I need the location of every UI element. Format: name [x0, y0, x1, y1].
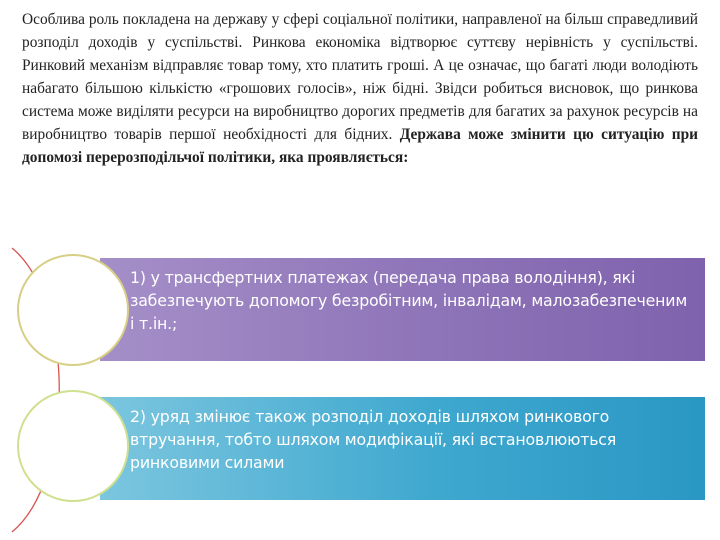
intro-text: Особлива роль покладена на державу у сфері соціальної політики, направленої на більш справедливий розподіл доходів у суспільстві. Ринкова економіка відтворює суттєву нерівність у суспільстві. Ринковий механізм відправляє товар тому, хто платить гроші. А це означає, що багаті люди володіють набагато більшою кількістю «грошових голосів», ніж бідні. Звідси робиться висновок, що ринкова система може виділяти ресурси на виробництво дорогих предметів для багатих за рахунок ресурсів на виробництво товарів першої необхідності для бідних. [22, 11, 698, 143]
list-item-2-text: 2) уряд змінює також розподіл доходів шляхом ринкового втручання, тобто шляхом модифікації, які встановлюються ринковими силами [130, 407, 617, 472]
intro-bold-text: Держава може змінити цю ситуацію при допомозі перерозподільчої політики, яка проявляється: [22, 126, 698, 166]
list-item-2-circle [17, 390, 129, 502]
list-item-1-circle [17, 254, 129, 366]
intro-paragraph [22, 8, 698, 169]
list-item-1-text: 1) у трансфертних платежах (передача права володіння), які забезпечують допомогу безробітним, інвалідам, малозабезпеченим і т.ін.; [130, 268, 688, 333]
list-item-1 [100, 258, 705, 361]
list-graphic [0, 240, 720, 540]
list-item-2 [100, 397, 705, 500]
